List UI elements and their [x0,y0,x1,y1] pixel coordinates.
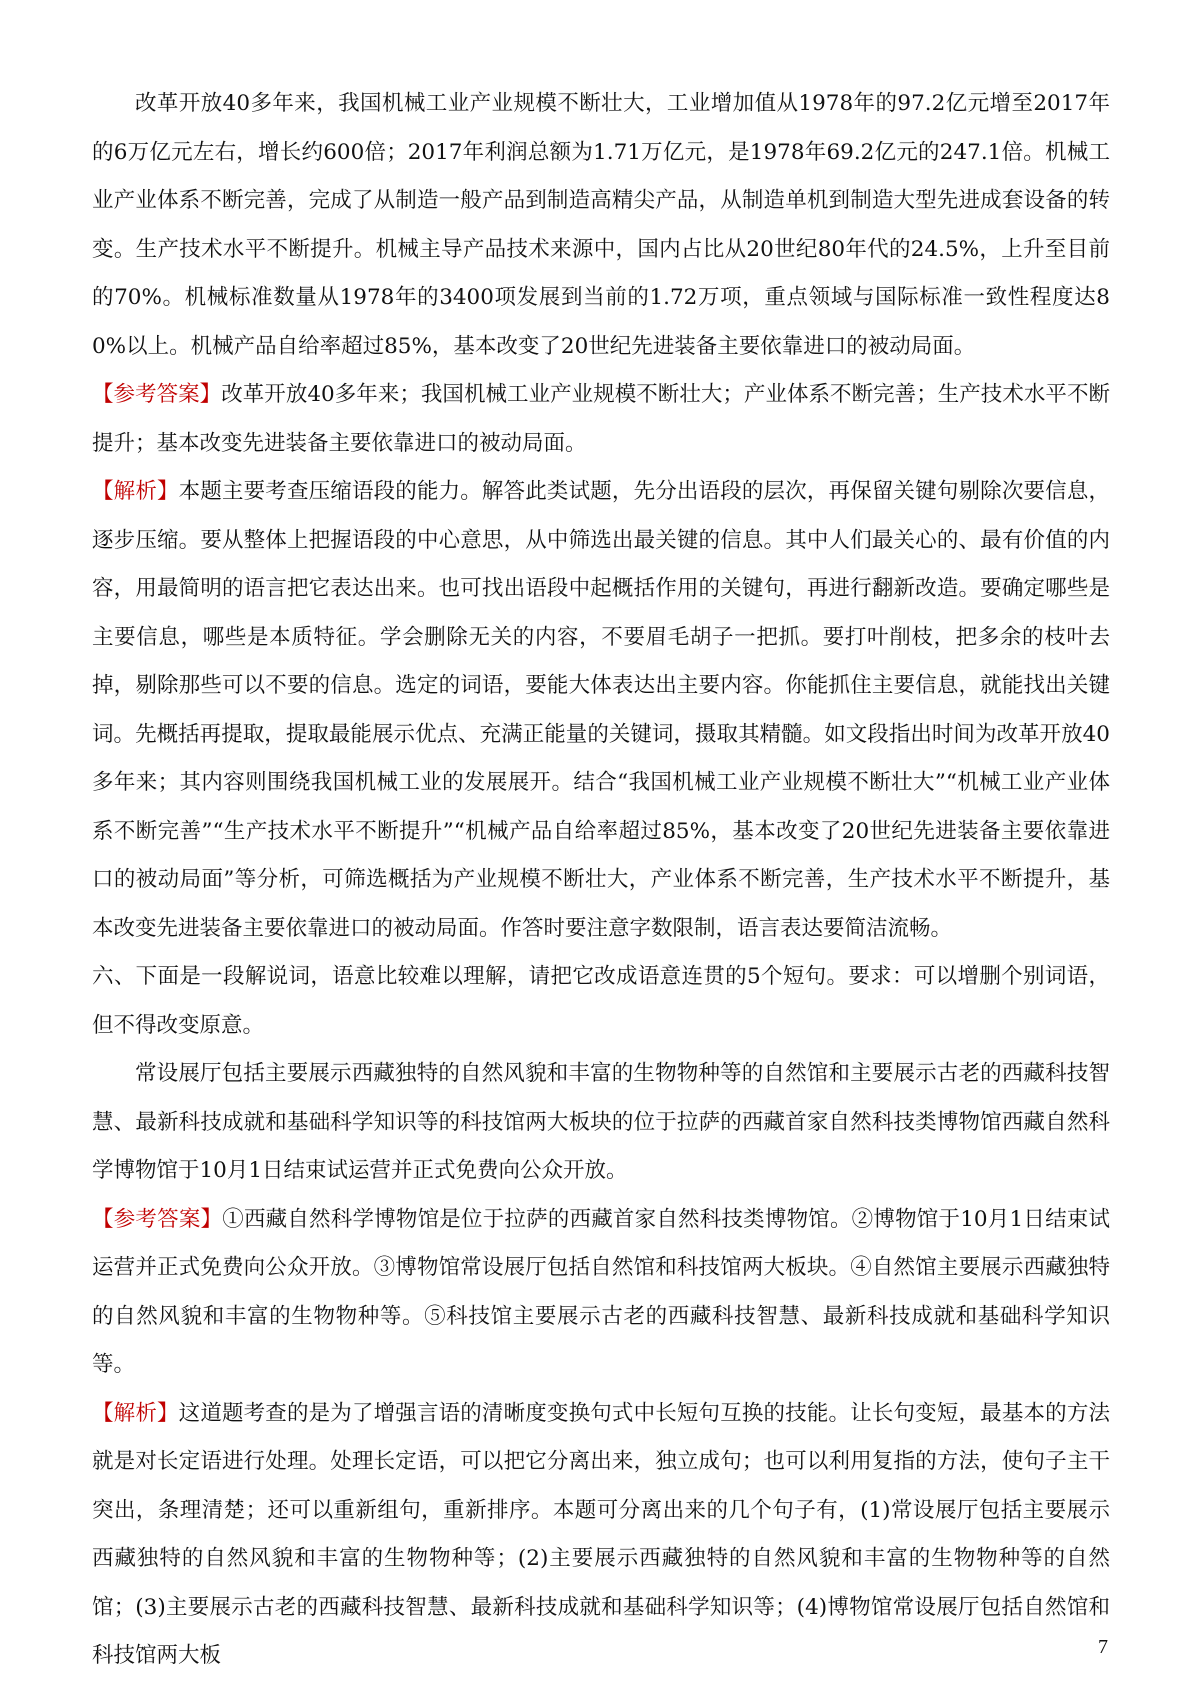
reference-answer-1 [92,371,1110,468]
analysis-label: 【解析】 [92,1400,179,1426]
passage-2: 常设展厅包括主要展示西藏独特的自然风貌和丰富的生物物种等的自然馆和主要展示古老的西藏科技智慧、最新科技成就和基础科学知识等的科技馆两大板块的位于拉萨的西藏首家自然科技类博物馆西藏自然科学博物馆于10月1日结束试运营并正式免费向公众开放。 [92,1061,1110,1183]
page-number: 7 [1098,1636,1108,1658]
reference-answer-text: 改革开放40多年来；我国机械工业产业规模不断壮大；产业体系不断完善；生产技术水平不断提升；基本改变先进装备主要依靠进口的被动局面。 [92,382,1110,456]
passage-1: 改革开放40多年来，我国机械工业产业规模不断壮大，工业增加值从1978年的97.2亿元增至2017年的6万亿元左右，增长约600倍；2017年利润总额为1.71万亿元，是1978年69.2亿元的247.1倍。机械工业产业体系不断完善，完成了从制造一般产品到制造高精尖产品，从制造单机到制造大型先进成套设备的转变。生产技术水平不断提升。机械主导产品技术来源中，国内占比从20世纪80年代的24.5%，上升至目前的70%。机械标准数量从1978年的3400项发展到当前的1.72万项，重点领域与国际标准一致性程度达80%以上。机械产品自给率超过85%，基本改变了20世纪先进装备主要依靠进口的被动局面。 [92,91,1110,359]
question-6: 六、下面是一段解说词，语意比较难以理解，请把它改成语意连贯的5个短句。要求：可以增删个别词语，但不得改变原意。 [92,964,1110,1038]
reference-answer-label: 【参考答案】 [92,382,222,407]
analysis-text: 本题主要考查压缩语段的能力。解答此类试题，先分出语段的层次，再保留关键句剔除次要信息，逐步压缩。要从整体上把握语段的中心意思，从中筛选出最关键的信息。其中人们最关心的、最有价值的内容，用最简明的语言把它表达出来。也可找出语段中起概括作用的关键句，再进行翻新改造。要确定哪些是主要信息，哪些是本质特征。学会删除无关的内容，不要眉毛胡子一把抓。要打叶削枝，把多余的枝叶去掉，剔除那些可以不要的信息。选定的词语，要能大体表达出主要内容。你能抓住主要信息，就能找出关键词。先概括再提取，提取最能展示优点、充满正能量的关键词，摄取其精髓。如文段指出时间为改革开放40多年来；其内容则围绕我国机械工业的发展展开。结合“我国机械工业产业规模不断壮大”“机械工业产业体系不断完善”“生产技术水平不断提升”“机械产品自给率超过85%，基本改变了20世纪先进装备主要依靠进口的被动局面”等分析，可筛选概括为产业规模不断壮大，产业体系不断完善，生产技术水平不断提升，基本改变先进装备主要依靠进口的被动局面。作答时要注意字数限制，语言表达要简洁流畅。 [92,479,1110,941]
reference-answer-text: ①西藏自然科学博物馆是位于拉萨的西藏首家自然科技类博物馆。②博物馆于10月1日结束试运营并正式免费向公众开放。③博物馆常设展厅包括自然馆和科技馆两大板块。④自然馆主要展示西藏独特的自然风貌和丰富的生物物种等。⑤科技馆主要展示古老的西藏科技智慧、最新科技成就和基础科学知识等。 [92,1206,1110,1377]
analysis-2 [92,1390,1110,1681]
reference-answer-label: 【参考答案】 [92,1206,223,1232]
reference-answer-2 [92,1196,1110,1390]
analysis-text: 这道题考查的是为了增强言语的清晰度变换句式中长短句互换的技能。让长句变短，最基本的方法就是对长定语进行处理。处理长定语，可以把它分离出来，独立成句；也可以利用复指的方法，使句子主干突出，条理清楚；还可以重新组句，重新排序。本题可分离出来的几个句子有，(1)常设展厅包括主要展示西藏独特的自然风貌和丰富的生物物种等；(2)主要展示西藏独特的自然风貌和丰富的生物物种等的自然馆；(3)主要展示古老的西藏科技智慧、最新科技成就和基础科学知识等；(4)博物馆常设展厅包括自然馆和科技馆两大板 [92,1400,1110,1668]
analysis-label: 【解析】 [92,479,179,504]
analysis-1 [92,468,1110,953]
document-body [92,80,1110,1681]
